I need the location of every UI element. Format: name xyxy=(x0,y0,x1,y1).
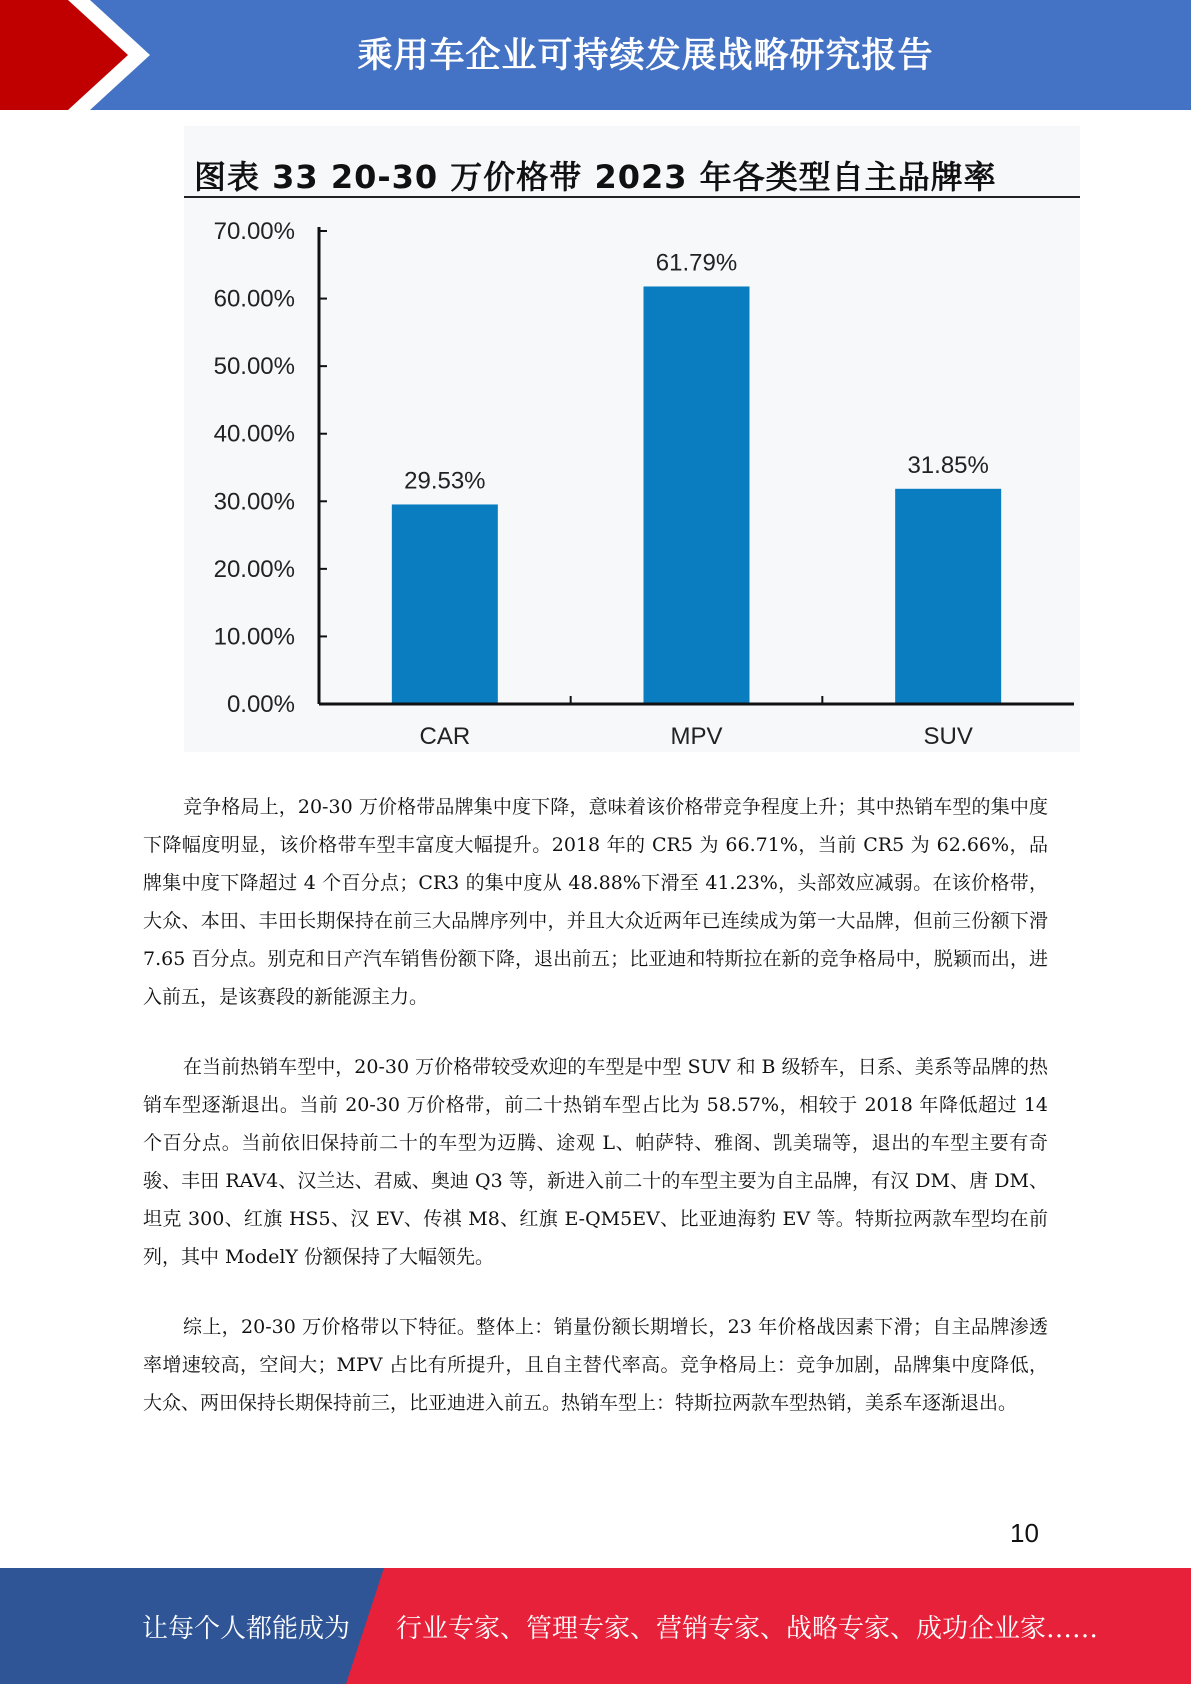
x-axis xyxy=(319,696,1074,750)
page-number: 10 xyxy=(1010,1518,1039,1548)
y-tick-label: 10.00% xyxy=(213,623,295,651)
report-title: 乘用车企业可持续发展战略研究报告 xyxy=(357,36,934,76)
bar-chart xyxy=(184,126,1080,752)
y-tick-label: 40.00% xyxy=(213,420,295,448)
bars xyxy=(392,249,1001,704)
y-tick-label: 70.00% xyxy=(213,218,295,245)
bar-mpv xyxy=(644,286,750,704)
bar-value-label: 61.79% xyxy=(655,249,738,277)
y-tick-label: 30.00% xyxy=(213,488,295,516)
header-arrow-icon xyxy=(0,0,160,110)
footer-slogan-right: 行业专家、管理专家、营销专家、战略专家、成功企业家…… xyxy=(396,1614,1099,1644)
chart-title: 图表 33 20-30 万价格带 2023 年各类型自主品牌率 xyxy=(194,158,997,196)
x-tick-label: CAR xyxy=(419,723,471,750)
y-tick-label: 0.00% xyxy=(226,691,295,718)
header-band xyxy=(0,0,1191,110)
x-tick-label: MPV xyxy=(670,723,723,750)
y-tick-label: 20.00% xyxy=(213,555,295,583)
y-tick-label: 60.00% xyxy=(213,285,295,313)
bar-value-label: 31.85% xyxy=(907,451,989,479)
bar-suv xyxy=(895,489,1001,704)
bar-value-label: 29.53% xyxy=(404,467,486,495)
chart-figure xyxy=(184,126,1080,752)
bar-car xyxy=(392,504,498,704)
footer-band xyxy=(0,1568,1191,1684)
y-tick-label: 50.00% xyxy=(213,353,295,381)
footer-slogan-left: 让每个人都能成为 xyxy=(142,1614,351,1644)
y-axis xyxy=(214,218,327,718)
paragraph-summary: 综上，20-30 万价格带以下特征。整体上：销量份额长期增长，23 年价格战因素下滑；自主品牌渗透率增速较高，空间大；MPV 占比有所提升，且自主替代率高。竞争格局上：竞争加剧，品牌集中度降低，大众、两田保持长期保持前三，比亚迪进入前五。热销车型上：特斯拉两款车型热销，美系车逐渐退出。 xyxy=(143,1316,1048,1414)
x-tick-label: SUV xyxy=(923,723,973,750)
paragraph-competition: 竞争格局上，20-30 万价格带品牌集中度下降，意味着该价格带竞争程度上升；其中热销车型的集中度下降幅度明显，该价格带车型丰富度大幅提升。2018 年的 CR5 为 66.71%，当前 CR5 为 62.66%，品牌集中度下降超过 4 个百分点；CR3 的集中度从 48.88%下滑至 41.23%，头部效应减弱。在该价格带，大众、本田、丰田长期保持在前三大品牌序列中，并且大众近两年已连续成为第一大品牌，但前三份额下滑 7.65 百分点。别克和日产汽车销售份额下降，退出前五；比亚迪和特斯拉在新的竞争格局中，脱颖而出，进入前五，是该赛段的新能源主力。 xyxy=(143,796,1048,1008)
paragraph-hot-models: 在当前热销车型中，20-30 万价格带较受欢迎的车型是中型 SUV 和 B 级轿车，日系、美系等品牌的热销车型逐渐退出。当前 20-30 万价格带，前二十热销车型占比为 58.57%，相较于 2018 年降低超过 14 个百分点。当前依旧保持前二十的车型为迈腾、途观 L、帕萨特、雅阁、凯美瑞等，退出的车型主要有奇骏、丰田 RAV4、汉兰达、君威、奥迪 Q3 等，新进入前二十的车型主要为自主品牌，有汉 DM、唐 DM、坦克 300、红旗 HS5、汉 EV、传祺 M8、红旗 E-QM5EV、比亚迪海豹 EV 等。特斯拉两款车型均在前列，其中 ModelY 份额保持了大幅领先。 xyxy=(143,1056,1048,1268)
